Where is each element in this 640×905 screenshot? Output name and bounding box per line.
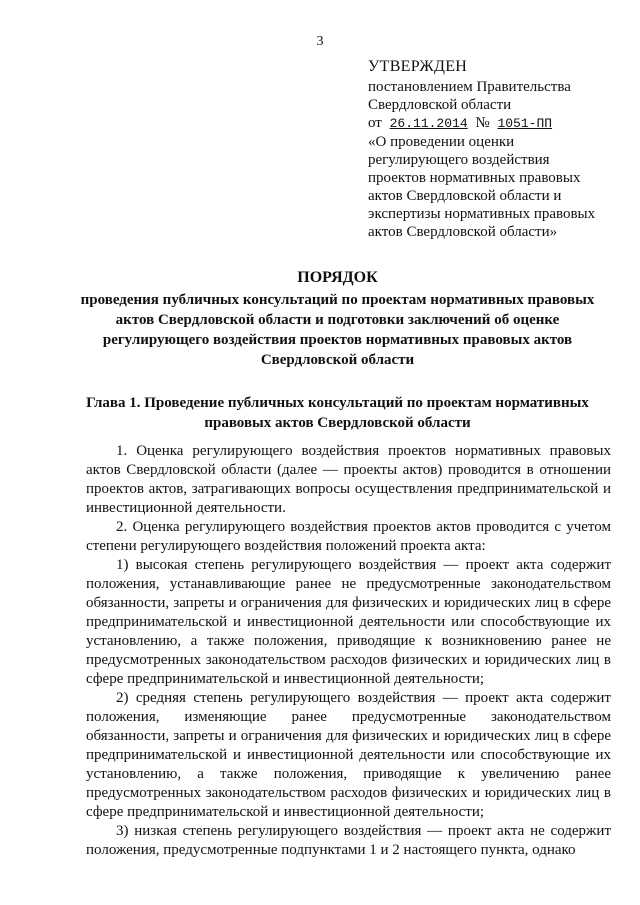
chapter-heading: Глава 1. Проведение публичных консультаций по проектам нормативных правовых актов Свердловской области [86,395,589,431]
paragraph-2-1: 1) высокая степень регулирующего воздействия — проект акта содержит положения, устанавливающие ранее не предусмотренные законодательством обязанности, запреты и ограничения для физических и юридических лиц в сфере предпринимательской и инвестиционной деятельности или способствующие их установлению, а также положения, приводящие к возникновению ранее не предусмотренных законодательством расходов физических и юридических лиц в сфере предпринимательской и инвестиционной деятельности; [86,557,611,687]
paragraph-1: 1. Оценка регулирующего воздействия проектов нормативных правовых актов Свердловской области (далее — проекты актов) проводится в отношении проектов актов, затрагивающих вопросы осуществления предпринимательской и инвестиционной деятельности. [86,443,611,516]
approval-line-6: проектов нормативных правовых [368,170,581,186]
paragraph-2: 2. Оценка регулирующего воздействия проектов актов проводится с учетом степени регулирующего воздействия положений проекта акта: [86,519,611,554]
document-subtitle: проведения публичных консультаций по проектам нормативных правовых актов Свердловской области и подготовки заключений об оценке регулирующего воздействия проектов нормативных правовых актов Свердловской области [80,292,595,368]
approval-date: 26.11.2014 [389,116,468,131]
document-title: ПОРЯДОК [297,269,378,286]
date-prefix: от [368,115,382,131]
approval-line-7: актов Свердловской области и [368,188,562,204]
paragraph-2-2: 2) средняя степень регулирующего воздействия — проект акта содержит положения, изменяющие ранее предусмотренные законодательством обязанности, запреты и ограничения для физических и юридических лиц в сфере предпринимательской и инвестиционной деятельности или способствующие их установлению, а также положения, приводящие к увеличению ранее предусмотренных законодательством расходов физических и юридических лиц в сфере предпринимательской и инвестиционной деятельности; [86,690,611,820]
approval-line-9: актов Свердловской области» [368,224,558,240]
approval-line-5: регулирующего воздействия [368,152,550,168]
approval-line-1: постановлением Правительства [368,79,571,95]
approval-line-4: «О проведении оценки [368,134,515,150]
approval-date-line [368,114,618,133]
approval-number: 1051-ПП [497,116,553,131]
body-text [86,442,611,860]
page-number: 3 [316,34,324,49]
document-title-block [70,268,605,370]
number-prefix: № [475,115,490,131]
approval-block [368,58,618,241]
approval-heading: УТВЕРЖДЕН [368,58,468,75]
approval-line-2: Свердловской области [368,97,512,113]
approval-line-8: экспертизы нормативных правовых [368,206,596,222]
paragraph-2-3: 3) низкая степень регулирующего воздействия — проект акта не содержит положения, предусмотренные подпунктами 1 и 2 настоящего пункта, однако [86,823,611,858]
